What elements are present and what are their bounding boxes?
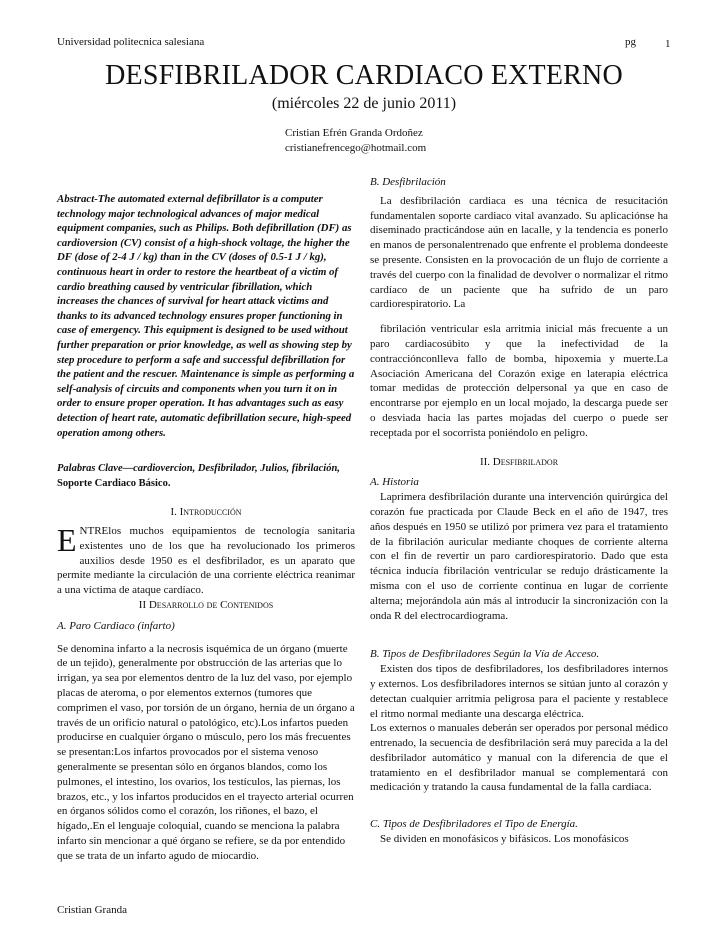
subsection-tipos-energia: C. Tipos de Desfibriladores el Tipo de Energía. (370, 818, 578, 831)
header-page-label: pg (625, 36, 636, 48)
keywords (57, 462, 355, 491)
paper-date: (miércoles 22 de junio 2011) (271, 95, 457, 112)
section-title: Desarrollo de Contenidos (148, 599, 274, 612)
infarto-paragraph: Se denomina infarto a la necrosis isquémica de un órgano (muerte de un tejido), generalmente por obstrucción de las arterias que lo irrigan, ya sea por elementos dentro de la luz del vaso, por ejemplo placas de ateroma, o por elementos externos (tumores que comprimen el vaso, por torsión de un órgano, hernia de un órgano a través de un orificio natural o patológico, etc).Los infartos pueden producirse en cualquier órgano o músculo, pero los más frecuentes se presentan:Los infartos provocados por el sistema venoso generalmente se presentan sólo en órganos blandos, como los pulmones, el intestino, los ovarios, los testículos, las piernas, los brazos, etc., y los infartos producidos en el trayecto arterial ocurren en órganos sólidos como el corazón, los riñones, el bazo, el hígado,.En el lenguaje coloquial, cuando se menciona la palabra infarto sin mencionar a qué órgano se refiere, se da por entendido que se trata de un infarto agudo de miocardio. (57, 642, 355, 862)
subsection-historia: A. Historia (370, 476, 419, 489)
abstract-label: Abstract- (57, 193, 98, 205)
subsection-paro-cardiaco: A. Paro Cardiaco (infarto) (57, 619, 175, 632)
intro-text: los muchos equipamientos de tecnología sanitaria existentes uno de los que ha revolucionado los primeros auxilios desde 1950 es el desfibrilador, es un aparato que permite mediante la circulación de una corriente eléctrica reanimar a una víctima de ataque cardíaco. (57, 525, 355, 597)
abstract-text: The automated external defibrillator is a computer technology major technological advances of major medical equipment companies, such as Philips. Both defibrillation (DF) as cardioversion (CV) consist of a high-shock voltage, the higher the DF (dose of 2-4 J / kg) than in the CV (doses of 0.5-1 J / kg), continuous heart in order to restore the heartbeat of a victim of cardio breathing caused by ventricular fibrillation, which increases the chances of survival for heart attack victims and thanks to its advanced technology ensures proper functioning in case of emergency. This equipment is designed to be used without further preparation or prior knowledge, as well as showing step by step procedure to perform a safe and successful defibrillation for the patient and the rescuer. Maintenance is simple as performing a self-analysis of circuits and components when you turn it on in order to ensure proper operation. It has advantages such as easy detection of heart rate, automatic defibrillation secure, high-speed operation among others. (57, 193, 355, 439)
section-title: Introducción (179, 506, 242, 519)
keywords-bold: Soporte Cardiaco Básico. (57, 477, 171, 489)
historia-paragraph: Laprimera desfibrilación durante una intervención quirúrgica del corazón fue practicada por Claude Beck en el año de 1947, tres años después en 1950 se utilizó por primera vez para el tratamiento de la fibrilación auricular mediante choques de corriente alterna con el fin de revertir un paro cardiorespiratorio. Dado que esta técnica inducía fibrilación ventricular se redujo drásticamente la misma con el uso de corriente continua en lugar de corriente alterna; mejorándola aún más al introducir la sincronización con la onda R del electrocardiograma. (370, 491, 668, 622)
right-column (370, 175, 668, 847)
section-number: I. (170, 506, 177, 519)
energia-paragraph: Se dividen en monofásicos y bifásicos. Los monofásicos (380, 833, 629, 846)
keywords-text: Palabras Clave—cardiovercion, Desfibrilador, Julios, fibrilación, (57, 463, 340, 475)
author-block (285, 126, 426, 156)
header-institution: Universidad politecnica salesiana (57, 36, 205, 48)
author-email: cristianefrencego@hotmail.com (285, 142, 427, 154)
desfibrilacion-paragraph-2: fibrilación ventricular esla arritmia inicial más frecuente a un paro cardiacosúbito y que la inefectividad de la contracciónconlleva fallo de bomba, hipoxemia y muerte.La Asociación Americana del Corazón exige en laterapia eléctrica tomar medidas de protección delpersonal ya que en caso de encontrarse por ejemplo en un local mojado, la descarga puede ser o desviada hacia las partes mojadas del cuerpo o puede ser receptada por el socorrista poniéndolo en peligro. (370, 323, 668, 439)
section-number: II. (479, 455, 491, 468)
dropcap: E (57, 522, 77, 559)
footer-author: Cristian Granda (57, 904, 127, 916)
subsection-tipos-acceso: B. Tipos de Desfibriladores Según la Vía de Acceso. (370, 648, 600, 661)
section-desfibrilador-heading (370, 455, 668, 470)
tipos-paragraph-2: Los externos o manuales deberán ser operados por personal médico entrenado, la secuencia de desfibrilación será muy parecida a la del desfibrilador automático y manual con la diferencia de que el tratamiento en el desfibrilador manual se complementará con medicación y tratando la causa fundamental de la falla cardiaca. (370, 722, 668, 794)
section-desarrollo-heading (57, 598, 355, 613)
section-title: Desfibrilador (492, 455, 559, 468)
intro-paragraph (57, 524, 355, 598)
intro-lead: NTRE (79, 525, 109, 538)
paper-title: DESFIBRILADOR CARDIACO EXTERNO (105, 60, 623, 91)
section-introduccion-heading (57, 505, 355, 520)
section-number: II (138, 599, 147, 612)
subsection-desfibrilacion: B. Desfibrilación (370, 176, 446, 188)
desfibrilacion-paragraph-1: La desfibrilación cardiaca es una técnica de resucitación fundamentalen soporte cardiaco vital avanzado. Su aplicaciónse ha diseminado practicándose aún en lacalle, y la tendencia es ponerlo en manos de personalentrenado que enfrente el problema dondeeste se presente. Consisten en la provocación de un flujo de corriente a través del cuerpo con la finalidad de devolver o normalizar el ritmo cardíaco de un paciente que ha sufrido de un paro cardiorespiratorio. La (370, 194, 668, 311)
header-page-number: 1 (665, 38, 671, 50)
left-column (57, 192, 355, 864)
author-name: Cristian Efrén Granda Ordoñez (285, 127, 423, 139)
tipos-paragraph-1: Existen dos tipos de desfibriladores, los desfibriladores internos y externos. Los desfibriladores internos se sitúan junto al corazón y detectan cualquier arritmia peligrosa para el paciente y restablece el ritmo normal mediante una descarga eléctrica. (370, 663, 668, 720)
abstract (57, 192, 355, 440)
